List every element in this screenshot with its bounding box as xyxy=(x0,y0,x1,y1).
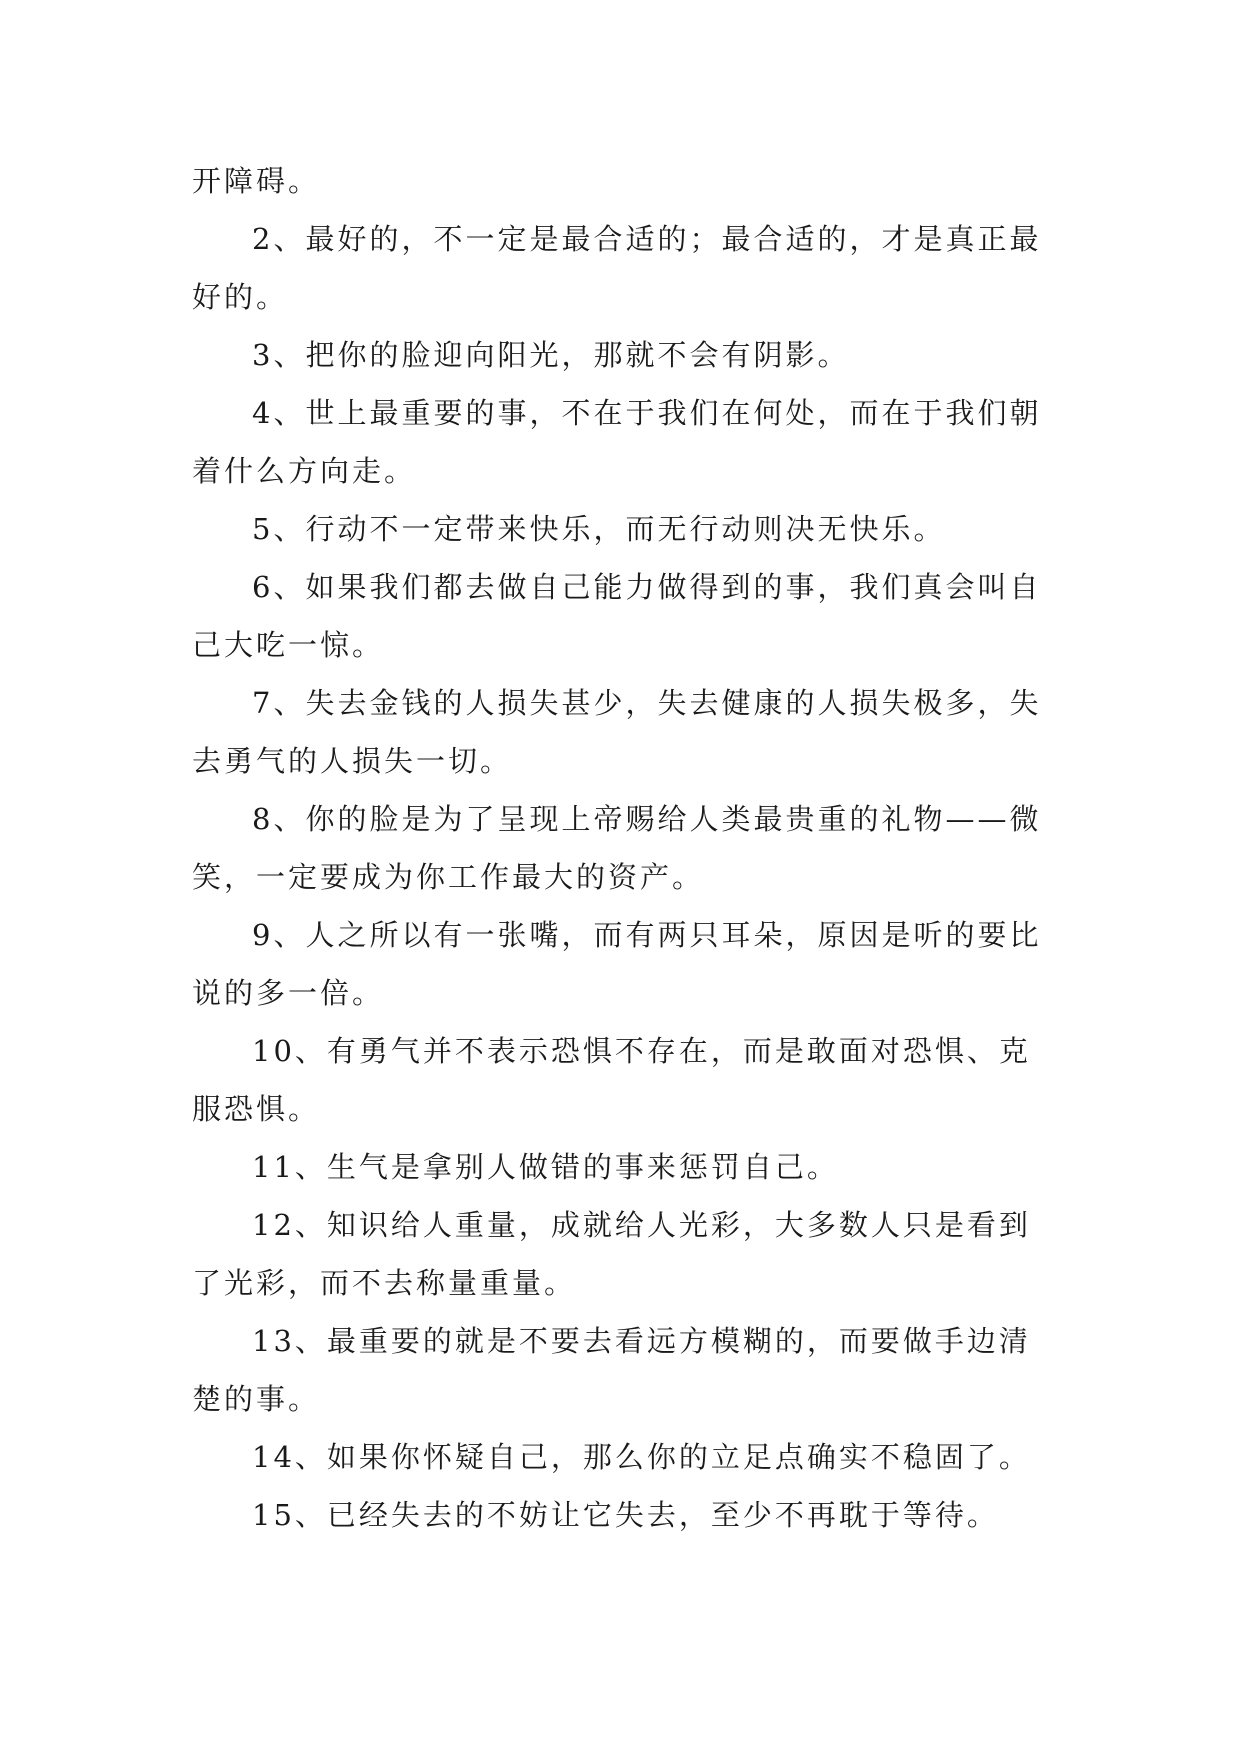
quote-paragraph-11: 11、生气是拿别人做错的事来惩罚自己。 xyxy=(252,1150,839,1184)
quote-paragraph-7: 7、失去金钱的人损失甚少，失去健康的人损失极多，失去勇气的人损失一切。 xyxy=(192,686,1042,778)
quote-paragraph-5: 5、行动不一定带来快乐，而无行动则决无快乐。 xyxy=(252,512,946,546)
quote-paragraph-8: 8、你的脸是为了呈现上帝赐给人类最贵重的礼物——微笑，一定要成为你工作最大的资产。 xyxy=(192,802,1042,894)
quote-paragraph-10: 10、有勇气并不表示恐惧不存在，而是敢面对恐惧、克服恐惧。 xyxy=(192,1034,1031,1126)
quote-paragraph-12: 12、知识给人重量，成就给人光彩，大多数人只是看到了光彩，而不去称量重量。 xyxy=(192,1208,1031,1300)
paragraph-continuation: 开障碍。 xyxy=(192,164,321,198)
quote-paragraph-15: 15、已经失去的不妨让它失去，至少不再耽于等待。 xyxy=(252,1498,999,1532)
quote-paragraph-4: 4、世上最重要的事，不在于我们在何处，而在于我们朝着什么方向走。 xyxy=(192,396,1042,488)
quote-paragraph-14: 14、如果你怀疑自己，那么你的立足点确实不稳固了。 xyxy=(252,1440,1031,1474)
quote-paragraph-2: 2、最好的，不一定是最合适的；最合适的，才是真正最好的。 xyxy=(192,222,1042,314)
quote-paragraph-6: 6、如果我们都去做自己能力做得到的事，我们真会叫自己大吃一惊。 xyxy=(192,570,1042,662)
document-body xyxy=(192,152,1062,1544)
quote-paragraph-9: 9、人之所以有一张嘴，而有两只耳朵，原因是听的要比说的多一倍。 xyxy=(192,918,1042,1010)
quote-paragraph-13: 13、最重要的就是不要去看远方模糊的，而要做手边清楚的事。 xyxy=(192,1324,1031,1416)
quote-paragraph-3: 3、把你的脸迎向阳光，那就不会有阴影。 xyxy=(252,338,850,372)
